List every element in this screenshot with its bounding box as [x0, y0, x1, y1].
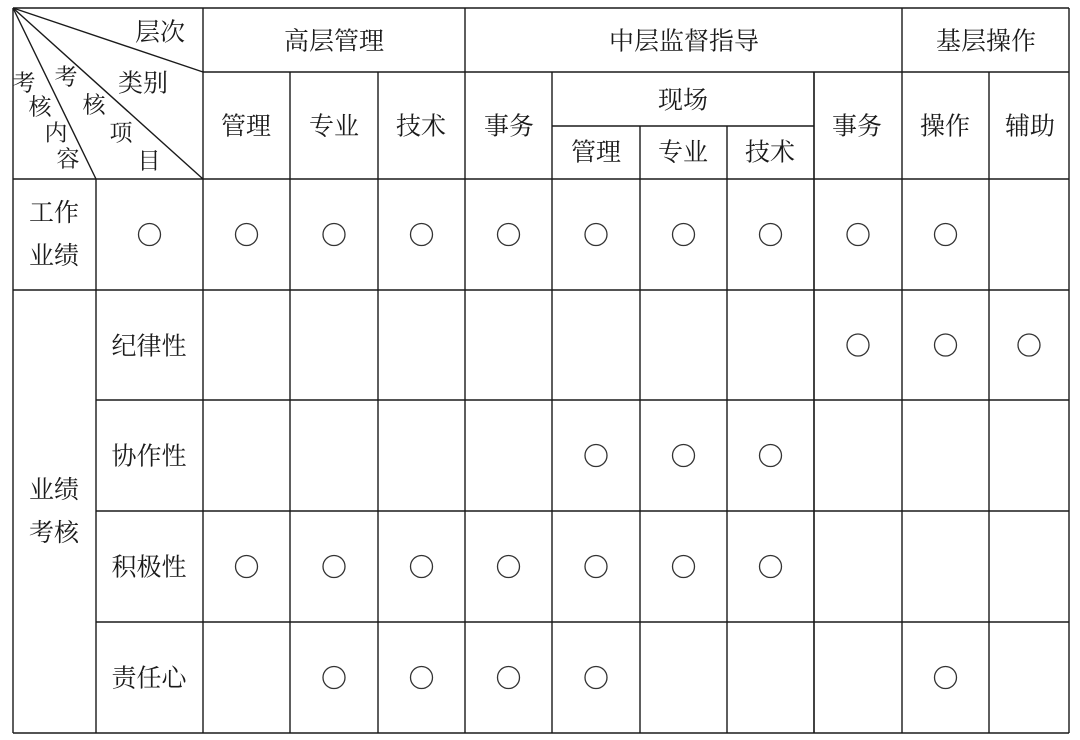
subheader-middle-affairs: 事务	[483, 111, 535, 141]
circle-mark	[847, 334, 869, 356]
circle-mark	[673, 224, 695, 246]
header-middle-supervision: 中层监督指导	[608, 26, 760, 56]
subheader-onsite-professional: 专业	[657, 137, 709, 167]
circle-mark	[1018, 334, 1040, 356]
row-label-initiative: 积极性	[111, 552, 187, 582]
circle-mark	[760, 556, 782, 578]
header-onsite: 现场	[657, 85, 709, 115]
header-base-operation: 基层操作	[935, 26, 1037, 56]
circle-mark	[411, 556, 433, 578]
circle-mark	[935, 224, 957, 246]
corner-item-char-1: 考	[54, 64, 78, 91]
circle-mark	[585, 445, 607, 467]
circle-mark	[585, 667, 607, 689]
circle-mark	[498, 556, 520, 578]
header-senior-management: 高层管理	[283, 26, 385, 56]
corner-item-char-3: 项	[109, 120, 133, 147]
circle-mark	[323, 556, 345, 578]
corner-item-char-2: 核	[82, 92, 106, 119]
corner-level-label: 层次	[134, 17, 186, 47]
circle-mark	[673, 445, 695, 467]
subheader-senior-management: 管理	[220, 111, 272, 141]
group-label-work-performance: 工作 业绩	[28, 198, 80, 270]
circle-mark	[411, 224, 433, 246]
corner-content-char-3: 内	[44, 120, 68, 147]
circle-mark	[323, 667, 345, 689]
circle-mark	[935, 667, 957, 689]
circle-mark	[498, 224, 520, 246]
row-label-discipline: 纪律性	[111, 331, 187, 361]
subheader-onsite-technical: 技术	[744, 137, 796, 167]
subheader-base-auxiliary: 辅助	[1004, 111, 1056, 141]
circle-mark	[498, 667, 520, 689]
corner-content-char-4: 容	[56, 146, 80, 173]
subheader-base-operation: 操作	[919, 111, 971, 141]
subheader-middle-affairs-2: 事务	[831, 111, 883, 141]
row-label-cooperation: 协作性	[111, 441, 187, 471]
subheader-senior-technical: 技术	[395, 111, 447, 141]
group-label-performance-assessment: 业绩 考核	[28, 475, 80, 547]
corner-content-char-1: 考	[12, 70, 36, 97]
circle-mark	[935, 334, 957, 356]
subheader-senior-professional: 专业	[308, 111, 360, 141]
circle-mark	[673, 556, 695, 578]
table-grid	[13, 8, 1069, 733]
circle-marks	[139, 224, 1041, 689]
corner-content-char-2: 核	[28, 94, 52, 121]
circle-mark	[236, 224, 258, 246]
circle-mark	[760, 445, 782, 467]
circle-mark	[323, 224, 345, 246]
circle-mark	[139, 224, 161, 246]
circle-mark	[236, 556, 258, 578]
subheader-onsite-management: 管理	[570, 137, 622, 167]
row-label-responsibility: 责任心	[111, 663, 187, 693]
corner-item-char-4: 目	[137, 148, 161, 175]
circle-mark	[760, 224, 782, 246]
corner-category-label: 类别	[117, 68, 169, 98]
circle-mark	[847, 224, 869, 246]
circle-mark	[585, 556, 607, 578]
circle-mark	[411, 667, 433, 689]
circle-mark	[585, 224, 607, 246]
